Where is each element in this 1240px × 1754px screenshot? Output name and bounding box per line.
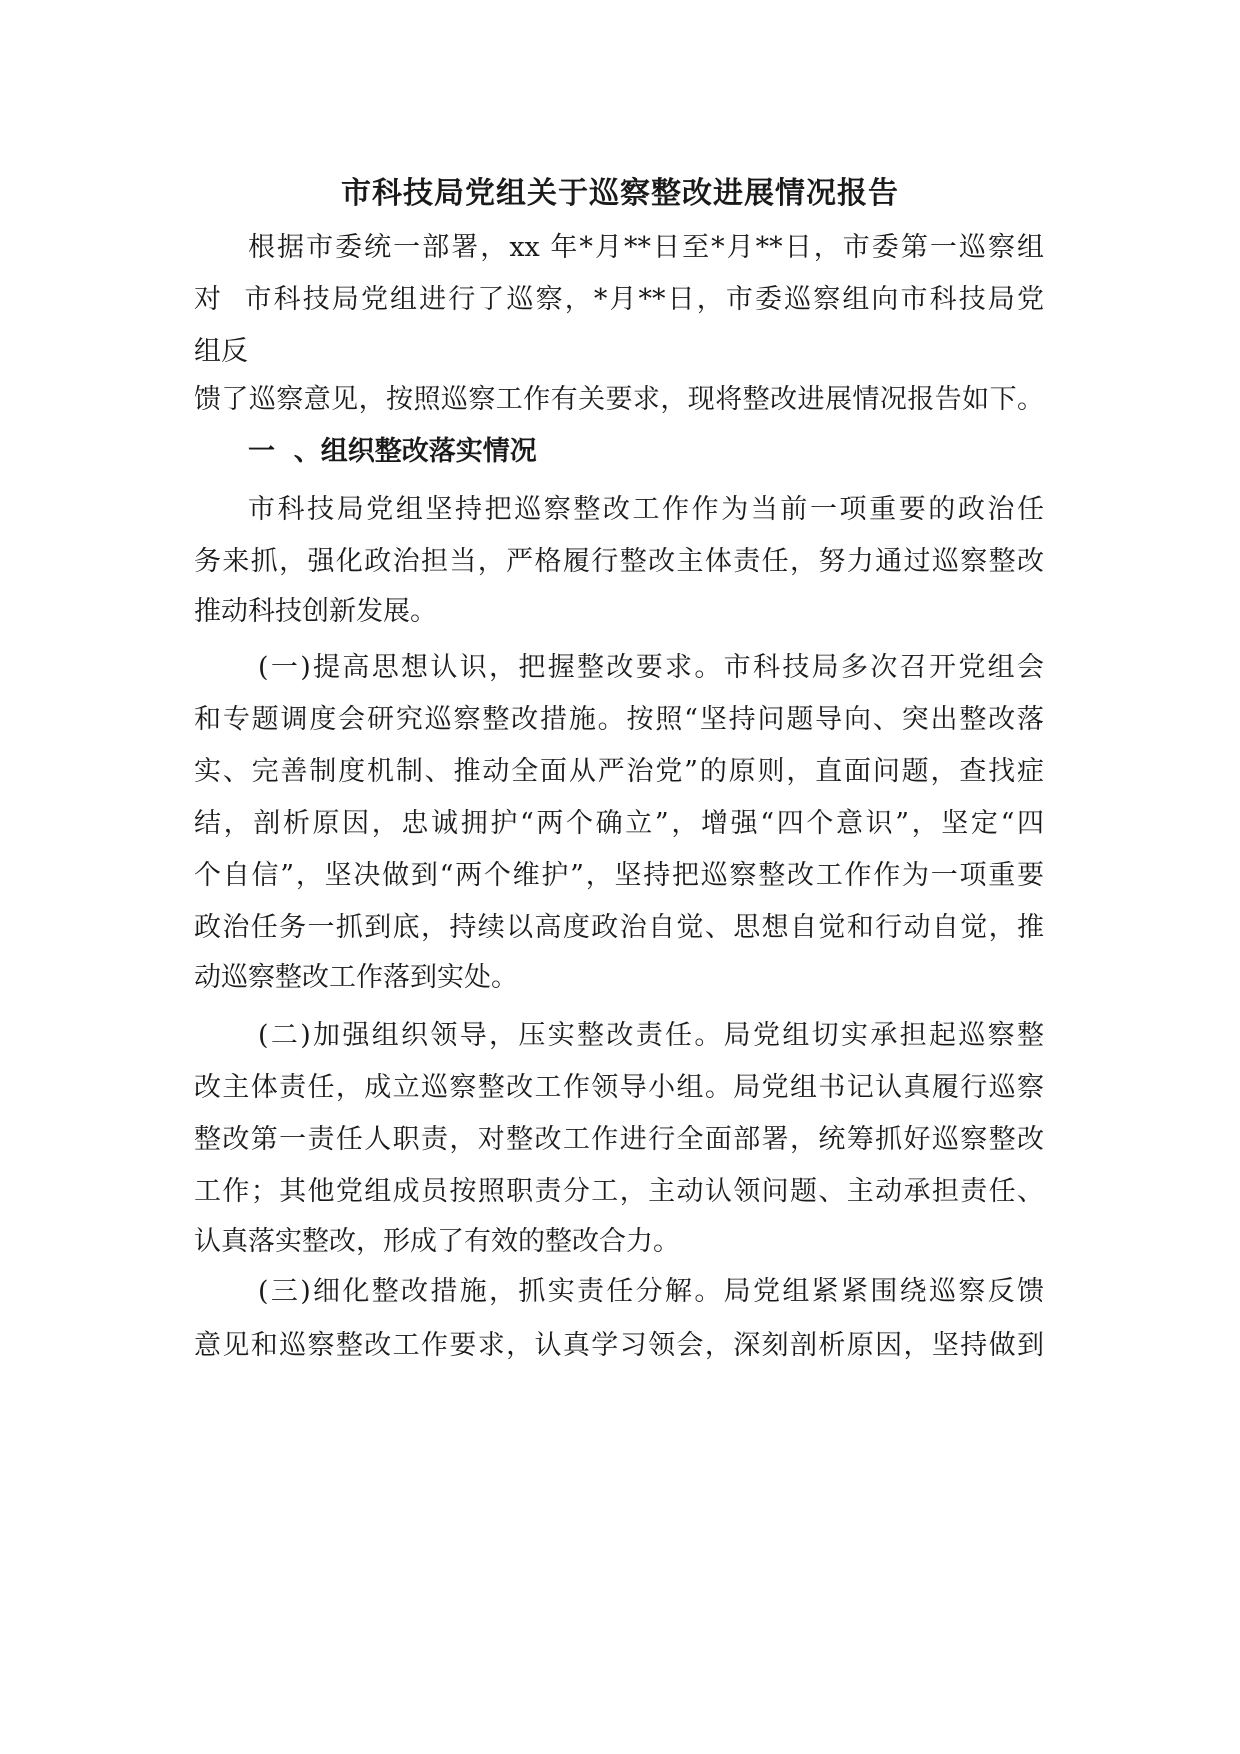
document-title: 市科技局党组关于巡察整改进展情况报告: [341, 176, 899, 211]
p2-line-5: 个自信”，坚决做到“两个维护”，坚持把巡察整改工作作为一项重要: [194, 860, 1044, 891]
p2-line-1: (一)提高思想认识，把握整改要求。市科技局多次召开党组会: [258, 652, 1044, 683]
p1-line-1: 市科技局党组坚持把巡察整改工作作为当前一项重要的政治任: [248, 494, 1044, 525]
p1-line-3: 推动科技创新发展。: [194, 596, 437, 627]
p2-line-4: 结，剖析原因，忠诚拥护“两个确立”，增强“四个意识”，坚定“四: [194, 808, 1044, 839]
p2-line-7: 动巡察整改工作落到实处。: [194, 962, 518, 993]
p3-line-3: 整改第一责任人职责，对整改工作进行全面部署，统筹抓好巡察整改: [194, 1124, 1044, 1155]
p3-line-5: 认真落实整改，形成了有效的整改合力。: [194, 1226, 680, 1257]
p2-line-6: 政治任务一抓到底，持续以高度政治自觉、思想自觉和行动自觉，推: [194, 912, 1044, 943]
intro-line-3: 组反: [194, 336, 248, 367]
p2-line-2: 和专题调度会研究巡察整改措施。按照“坚持问题导向、突出整改落: [194, 704, 1044, 735]
p3-line-2: 改主体责任，成立巡察整改工作领导小组。局党组书记认真履行巡察: [194, 1072, 1044, 1103]
intro-line-2: 对 市科技局党组进行了巡察，*月**日，市委巡察组向市科技局党: [194, 284, 1044, 315]
intro-line-4: 馈了巡察意见，按照巡察工作有关要求，现将整改进展情况报告如下。: [194, 384, 1044, 415]
p3-line-1: (二)加强组织领导，压实整改责任。局党组切实承担起巡察整: [258, 1020, 1044, 1051]
p3-line-4: 工作；其他党组成员按照职责分工，主动认领问题、主动承担责任、: [194, 1176, 1044, 1207]
p4-line-2: 意见和巡察整改工作要求，认真学习领会，深刻剖析原因，坚持做到: [194, 1330, 1044, 1361]
p1-line-2: 务来抓，强化政治担当，严格履行整改主体责任，努力通过巡察整改: [194, 546, 1044, 577]
section-heading: 一 、组织整改落实情况: [248, 436, 537, 467]
intro-line-1: 根据市委统一部署，xx 年*月**日至*月**日，市委第一巡察组: [248, 232, 1044, 263]
p4-line-1: (三)细化整改措施，抓实责任分解。局党组紧紧围绕巡察反馈: [258, 1276, 1044, 1307]
p2-line-3: 实、完善制度机制、推动全面从严治党”的原则，直面问题，查找症: [194, 756, 1044, 787]
